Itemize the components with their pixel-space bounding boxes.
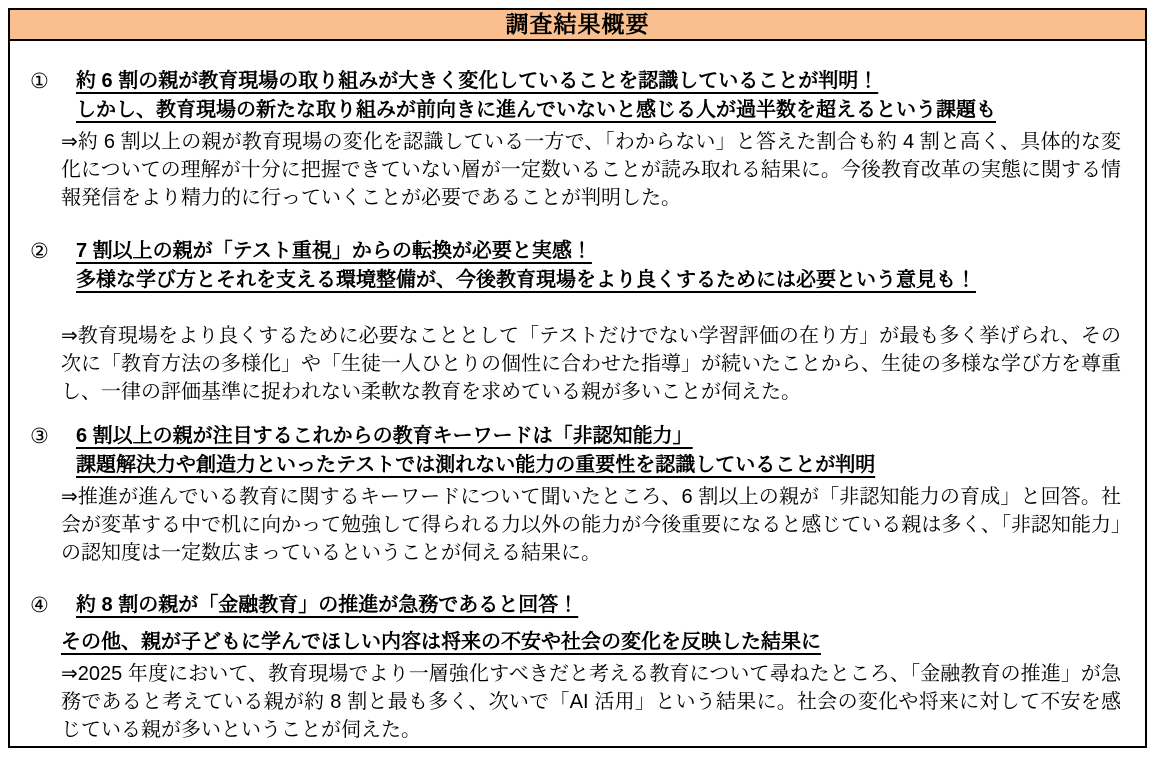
section-3-heading-1: [61, 422, 1121, 451]
section-1: [30, 67, 1121, 212]
section-2-content: [61, 237, 1121, 406]
section-1-heading-2: [61, 96, 1121, 125]
section-3-heading-1-text: 6 割以上の親が注目するこれからの教育キーワードは「非認知能力」: [76, 425, 693, 447]
section-3-heading-2: [61, 451, 1121, 480]
section-2-heading-1-text: 7 割以上の親が「テスト重視」からの転換が必要と実感！: [76, 240, 592, 262]
section-3-content: [61, 422, 1121, 567]
section-4-heading-1: [61, 591, 1121, 620]
section-3-number: ③: [30, 425, 49, 448]
section-2-spacer: [61, 295, 1121, 319]
section-4-body: ⇒2025 年度において、教育現場でより一層強化すべきだと考える教育について尋ねたところ、「金融教育の推進」が急務であると考えている親が約 8 割と最も多く、次いで「AI 活用」という結果に。社会の変化や将来に対して不安を感じている親が多いということが伺えた。: [61, 663, 1121, 741]
document: [8, 8, 1147, 748]
section-1-heading-2-text: しかし、教育現場の新たな取り組みが前向きに進んでいないと感じる人が過半数を超えるという課題も: [76, 99, 996, 121]
section-2-number: ②: [30, 240, 49, 263]
section-2-body: ⇒教育現場をより良くするために必要なこととして「テストだけでない学習評価の在り方」が最も多く挙げられ、その次に「教育方法の多様化」や「生徒一人ひとりの個性に合わせた指導」が続いたことから、生徒の多様な学び方を尊重し、一律の評価基準に捉われない柔軟な教育を求めている親が多いことが伺えた。: [61, 325, 1121, 403]
section-4-heading-1-text: 約 8 割の親が「金融教育」の推進が急務であると回答！: [76, 594, 579, 616]
section-1-number: ①: [30, 70, 49, 93]
section-4-heading-2: [61, 628, 1121, 657]
section-4-content: [61, 591, 1121, 744]
section-4-number: ④: [30, 594, 49, 617]
page-title: 調査結果概要: [505, 11, 650, 37]
section-3-body: ⇒推進が進んでいる教育に関するキーワードについて聞いたところ、6 割以上の親が「非認知能力の育成」と回答。社会が変革する中で机に向かって勉強して得られる力以外の能力が今後重要になると感じている親は多く、「非認知能力」の認知度は一定数広まっているということが伺える結果に。: [61, 486, 1121, 564]
section-4: [30, 591, 1121, 744]
section-4-heading-2-text: その他、親が子どもに学んでほしい内容は将来の不安や社会の変化を反映した結果に: [61, 631, 821, 653]
summary-box: [8, 41, 1147, 748]
section-2-heading-2-text: 多様な学び方とそれを支える環境整備が、今後教育現場をより良くするためには必要という意見も！: [76, 269, 976, 291]
section-1-heading-1: [61, 67, 1121, 96]
section-1-content: [61, 67, 1121, 212]
section-2: [30, 237, 1121, 406]
section-1-body: ⇒約 6 割以上の親が教育現場の変化を認識している一方で、「わからない」と答えた割合も約 4 割と高く、具体的な変化についての理解が十分に把握できていない層が一定数いることが読み取れる結果に。今後教育改革の実態に関する情報発信をより精力的に行っていくことが必要であることが判明した。: [61, 131, 1121, 209]
section-1-heading-1-text: 約 6 割の親が教育現場の取り組みが大きく変化していることを認識していることが判明！: [76, 70, 879, 92]
section-2-heading-2: [61, 266, 1121, 295]
section-2-heading-1: [61, 237, 1121, 266]
section-3: [30, 422, 1121, 567]
document-title-bar: [8, 8, 1147, 41]
section-3-heading-2-text: 課題解決力や創造力といったテストでは測れない能力の重要性を認識していることが判明: [76, 454, 876, 476]
